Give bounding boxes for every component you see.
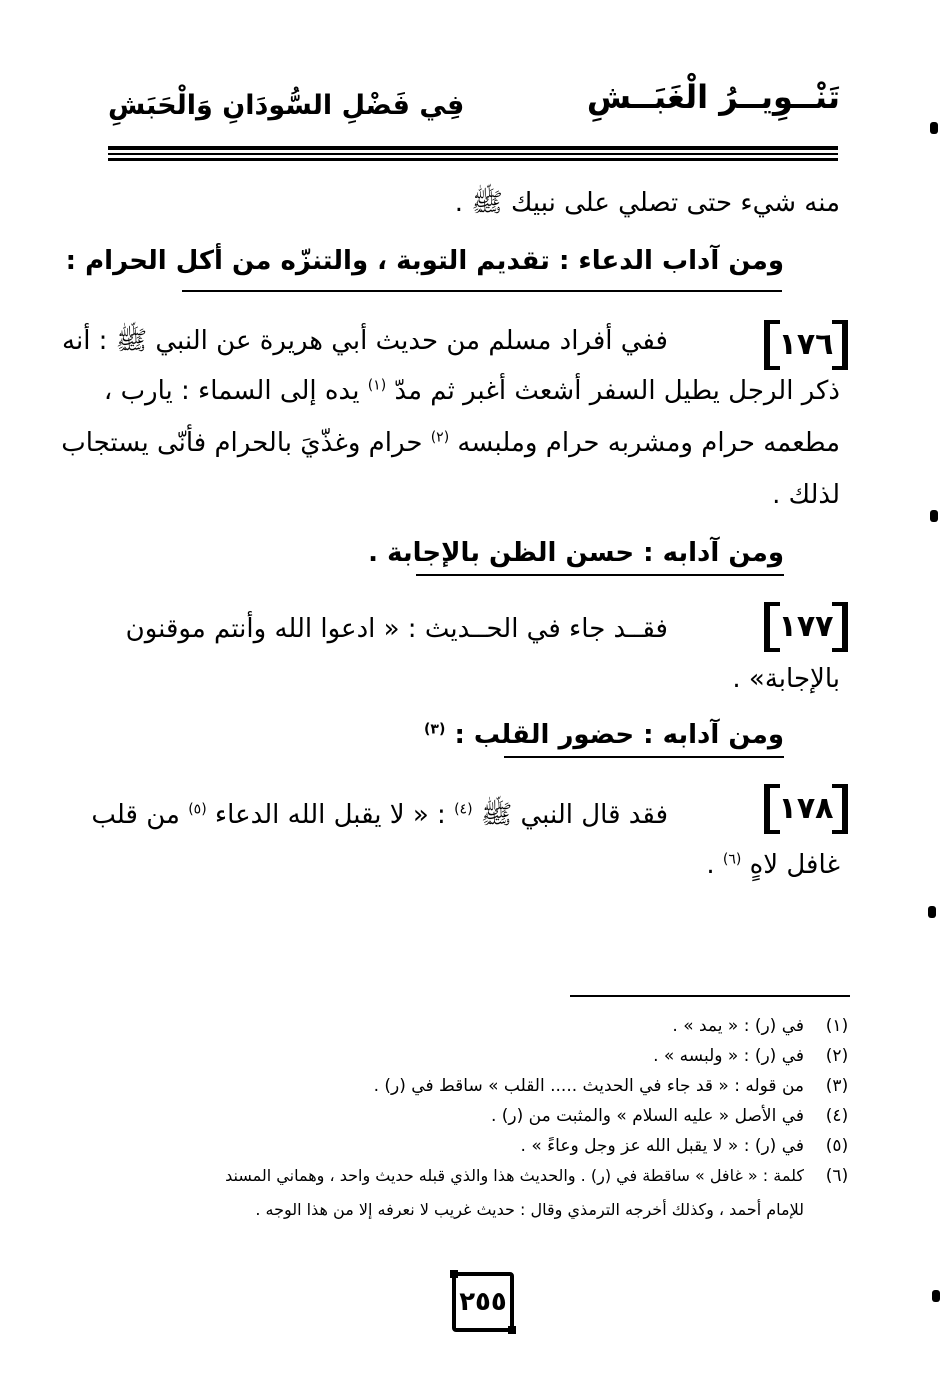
scan-edge-mark — [930, 122, 938, 134]
scan-edge-mark — [932, 1290, 940, 1302]
body-line-1: منه شيء حتى تصلي على نبيك ﷺ . — [454, 188, 840, 218]
hadith-178-text-d: غافل لاهٍ — [749, 850, 840, 880]
heading-underline-3 — [504, 756, 784, 758]
heading-underline-1 — [182, 290, 782, 292]
scan-edge-mark — [928, 906, 936, 918]
hadith-176-line-3 — [61, 428, 840, 458]
hadith-number-178: ١٧٨ — [764, 782, 848, 836]
footnote-separator — [570, 995, 850, 997]
page-number-box: ٢٥٥ — [452, 1272, 514, 1332]
footnote-text: في (ر) : « لا يقبل الله عز وجل وعاءً » . — [520, 1136, 804, 1156]
footnote-ref-6[interactable]: (٦) — [722, 851, 742, 868]
footnote-text: كلمة : « غافل » ساقطة في (ر) . والحديث هذا والذي قبله حديث واحد ، وهماني المسند — [225, 1166, 804, 1185]
header-rule-thick — [108, 146, 838, 150]
footnote-ref-2[interactable]: (٢) — [430, 429, 450, 446]
running-header-title: تَنْــوِيــرُ الْغَبَــشِ — [586, 78, 840, 116]
hadith-176-line-2 — [104, 376, 840, 406]
hadith-176-text-d: حرام وغذّيَ بالحرام فأنّى يستجاب — [61, 428, 423, 458]
hadith-178-text-b: : « لا يقبل الله الدعاء — [214, 800, 446, 830]
hadith-178-line-1 — [91, 798, 668, 836]
footnote-ref-3[interactable]: (٣) — [424, 721, 446, 738]
footnote-ref-1[interactable]: (١) — [367, 377, 387, 394]
hadith-number-176: ١٧٦ — [764, 318, 848, 372]
footnote-number: (٦) — [825, 1166, 849, 1186]
section-heading-presence — [424, 720, 784, 750]
header-rule-thin — [108, 153, 838, 155]
hadith-176-text-c: مطعمه حرام ومشربه حرام وملبسه — [457, 428, 840, 458]
footnote-ref-4[interactable]: (٤) — [454, 801, 473, 818]
footnote-ref-5[interactable]: (٥) — [188, 801, 207, 818]
footnote-text: في (ر) : « ولبسه » . — [653, 1046, 804, 1066]
scan-edge-mark — [930, 510, 938, 522]
section-heading-good-opinion: ومن آدابه : حسن الظن بالإجابة . — [368, 538, 784, 568]
footnote-number: (٤) — [825, 1106, 849, 1126]
hadith-176-line-4: لذلك . — [772, 480, 840, 510]
heading-3-text: ومن آدابه : حضور القلب : — [454, 720, 784, 750]
hadith-178-text-c: من قلب — [91, 800, 180, 830]
footnote-number: (٥) — [825, 1136, 849, 1156]
header-rule-bottom — [108, 158, 838, 161]
hadith-176-text-b: يده إلى السماء : يارب ، — [103, 376, 360, 406]
hadith-177-line-2: بالإجابة» . — [732, 664, 840, 694]
footnote-number: (٣) — [825, 1076, 849, 1096]
footnote-text-continued: للإمام أحمد ، وكذلك أخرجه الترمذي وقال : حديث غريب لا نعرفه إلا من هذا الوجه . — [255, 1200, 804, 1219]
hadith-number-177: ١٧٧ — [764, 600, 848, 654]
hadith-178-text-a: فقد قال النبي ﷺ — [480, 800, 668, 830]
hadith-177-line-1: فقــد جاء في الحــديث : « ادعوا الله وأنتم موقنون — [125, 614, 668, 644]
hadith-176-text-a: ذكر الرجل يطيل السفر أشعث أغبر ثم مدّ — [394, 376, 840, 406]
heading-underline-2 — [416, 574, 784, 576]
footnote-text: من قوله : « قد جاء في الحديث ..... القلب » ساقط في (ر) . — [373, 1076, 804, 1096]
footnote-number: (٢) — [825, 1046, 849, 1066]
running-header-subtitle: فِي فَضْلِ السُّودَانِ وَالْحَبَشِ — [108, 90, 465, 121]
footnote-text: في الأصل « عليه السلام » والمثبت من (ر) . — [490, 1106, 804, 1126]
footnote-text: في (ر) : « يمد » . — [672, 1016, 804, 1036]
section-heading-repentance: ومن آداب الدعاء : تقديم التوبة ، والتنزّه من أكل الحرام : — [65, 246, 784, 276]
footnote-number: (١) — [825, 1016, 849, 1036]
hadith-178-end: . — [706, 850, 715, 880]
hadith-176-line-1: ففي أفراد مسلم من حديث أبي هريرة عن النبي ﷺ : أنه — [62, 326, 668, 356]
hadith-178-line-2 — [706, 850, 840, 880]
